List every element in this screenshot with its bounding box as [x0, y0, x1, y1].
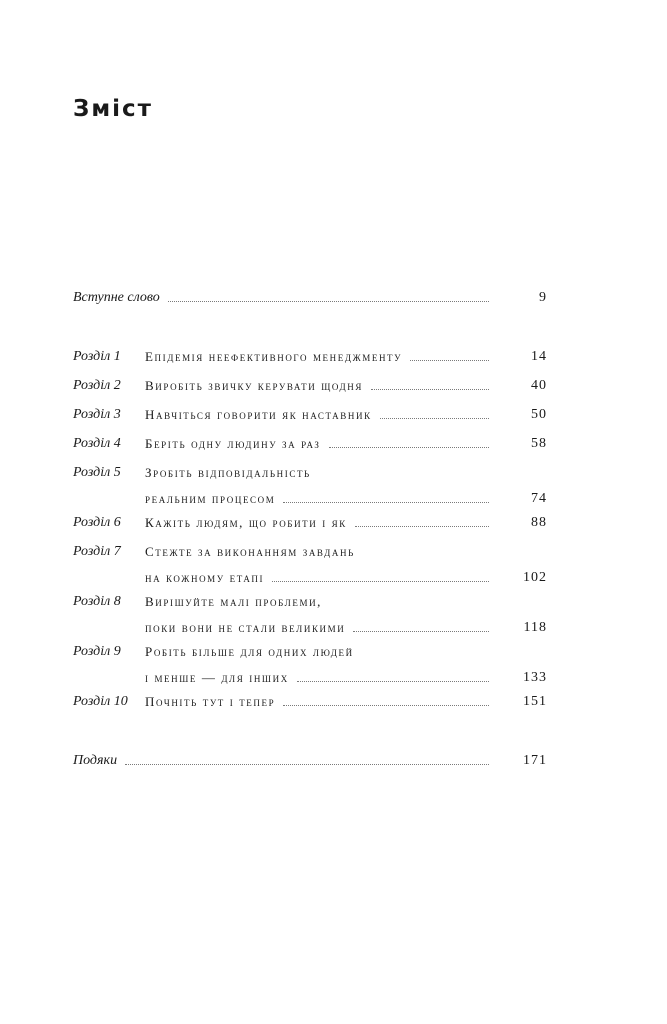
chapter-label: Розділ 3 — [73, 407, 121, 422]
dot-leader — [283, 502, 489, 503]
chapter-label: Розділ 5 — [73, 465, 121, 480]
page-number: 58 — [531, 436, 547, 451]
page-number: 50 — [531, 407, 547, 422]
dot-leader — [410, 360, 489, 361]
dot-leader — [283, 705, 489, 706]
chapter-label: Розділ 4 — [73, 436, 121, 451]
page-number: 151 — [523, 694, 547, 709]
entry-title: Навчіться говорити як наставник — [145, 407, 372, 422]
entry-title: Вступне слово — [73, 290, 160, 305]
page-number: 40 — [531, 378, 547, 393]
entry-title: Епідемія неефективного менеджменту — [145, 349, 403, 364]
entry-title: Вирішуйте малі проблеми, — [145, 594, 323, 609]
chapter-label: Розділ 1 — [73, 349, 121, 364]
page-number: 171 — [523, 753, 547, 768]
entry-title: поки вони не стали великими — [145, 620, 346, 635]
page-number: 118 — [523, 620, 547, 635]
entry-title: реальним процесом — [145, 491, 276, 506]
page-number: 88 — [531, 515, 547, 530]
dot-leader — [380, 418, 489, 419]
entry-title: на кожному етапі — [145, 570, 265, 585]
page-number: 102 — [523, 570, 547, 585]
dot-leader — [329, 447, 489, 448]
dot-leader — [125, 764, 489, 765]
dot-leader — [371, 389, 489, 390]
chapter-label: Розділ 2 — [73, 378, 121, 393]
entry-title: Зробіть відповідальність — [145, 465, 311, 480]
chapter-label: Розділ 8 — [73, 594, 121, 609]
dot-leader — [168, 301, 489, 302]
page-title: Зміст — [73, 96, 153, 122]
chapter-label: Розділ 9 — [73, 644, 121, 659]
page-number: 14 — [531, 349, 547, 364]
chapter-label: Розділ 7 — [73, 544, 121, 559]
entry-title: Робіть більше для одних людей — [145, 644, 354, 659]
entry-title: Беріть одну людину за раз — [145, 436, 321, 451]
page-number: 74 — [531, 491, 547, 506]
chapter-label: Розділ 10 — [73, 694, 128, 709]
entry-title: і менше — для інших — [145, 670, 289, 685]
chapter-label: Розділ 6 — [73, 515, 121, 530]
dot-leader — [355, 526, 489, 527]
entry-title: Виробіть звичку керувати щодня — [145, 378, 363, 393]
dot-leader — [272, 581, 489, 582]
page-number: 9 — [539, 290, 547, 305]
dot-leader — [297, 681, 489, 682]
entry-title: Кажіть людям, що робити і як — [145, 515, 347, 530]
page-number: 133 — [523, 670, 547, 685]
entry-title: Подяки — [73, 753, 118, 768]
entry-title: Почніть тут і тепер — [145, 694, 276, 709]
entry-title: Стежте за виконанням завдань — [145, 544, 355, 559]
dot-leader — [353, 631, 489, 632]
